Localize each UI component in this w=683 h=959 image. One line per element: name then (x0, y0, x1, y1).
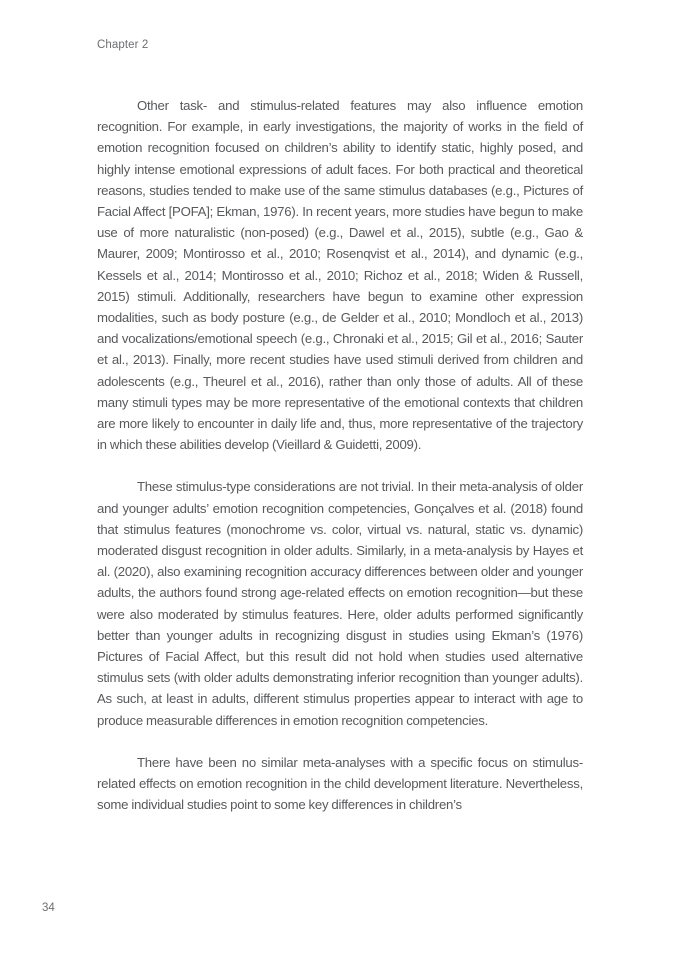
body-paragraph: There have been no similar meta-analyses with a specific focus on stimulus-related effects on emotion recognition in the child development literature. Nevertheless, some individual studies point to some key differences in children’s (97, 754, 583, 813)
chapter-header: Chapter 2 (97, 39, 149, 51)
body-paragraph: Other task- and stimulus-related features may also influence emotion recognition. For example, in early investigations, the majority of works in the field of emotion recognition focused on children’s ability to identify static, highly posed, and highly intense emotional expressions of adult faces. For both practical and theoretical reasons, studies tended to make use of the same stimulus databases (e.g., Pictures of Facial Affect [POFA]; Ekman, 1976). In recent years, more studies have begun to make use of more naturalistic (non-posed) (e.g., Dawel et al., 2015), subtle (e.g., Gao & Maurer, 2009; Montirosso et al., 2010; Rosenqvist et al., 2014), and dynamic (e.g., Kessels et al., 2014; Montirosso et al., 2010; Richoz et al., 2018; Widen & Russell, 2015) stimuli. Additionally, researchers have begun to examine other expression modalities, such as body posture (e.g., de Gelder et al., 2010; Mondloch et al., 2013) and vocalizations/emotional speech (e.g., Chronaki et al., 2015; Gil et al., 2016; Sauter et al., 2013). Finally, more recent studies have used stimuli derived from children and adolescents (e.g., Theurel et al., 2016), rather than only those of adults. All of these many stimuli types may be more representative of the emotional contexts that children are more likely to encounter in daily life and, thus, more representative of the trajectory in which these abilities develop (Vieillard & Guidetti, 2009). (97, 98, 583, 453)
body-paragraph: These stimulus-type considerations are not trivial. In their meta-analysis of older and younger adults’ emotion recognition competencies, Gonçalves et al. (2018) found that stimulus features (monochrome vs. color, virtual vs. natural, static vs. dynamic) moderated disgust recognition in older adults. Similarly, in a meta-analysis by Hayes et al. (2020), also examining recognition accuracy differences between older and younger adults, the authors found strong age-related effects on emotion recognition—but these were also moderated by stimulus features. Here, older adults performed significantly better than younger adults in recognizing disgust in studies using Ekman’s (1976) Pictures of Facial Affect, but this result did not hold when studies used alternative stimulus sets (with older adults demonstrating inferior recognition than younger adults). As such, at least in adults, different stimulus properties appear to interact with age to produce measurable differences in emotion recognition competencies. (97, 479, 583, 728)
body-text-block (97, 95, 583, 816)
page-number: 34 (42, 902, 55, 914)
